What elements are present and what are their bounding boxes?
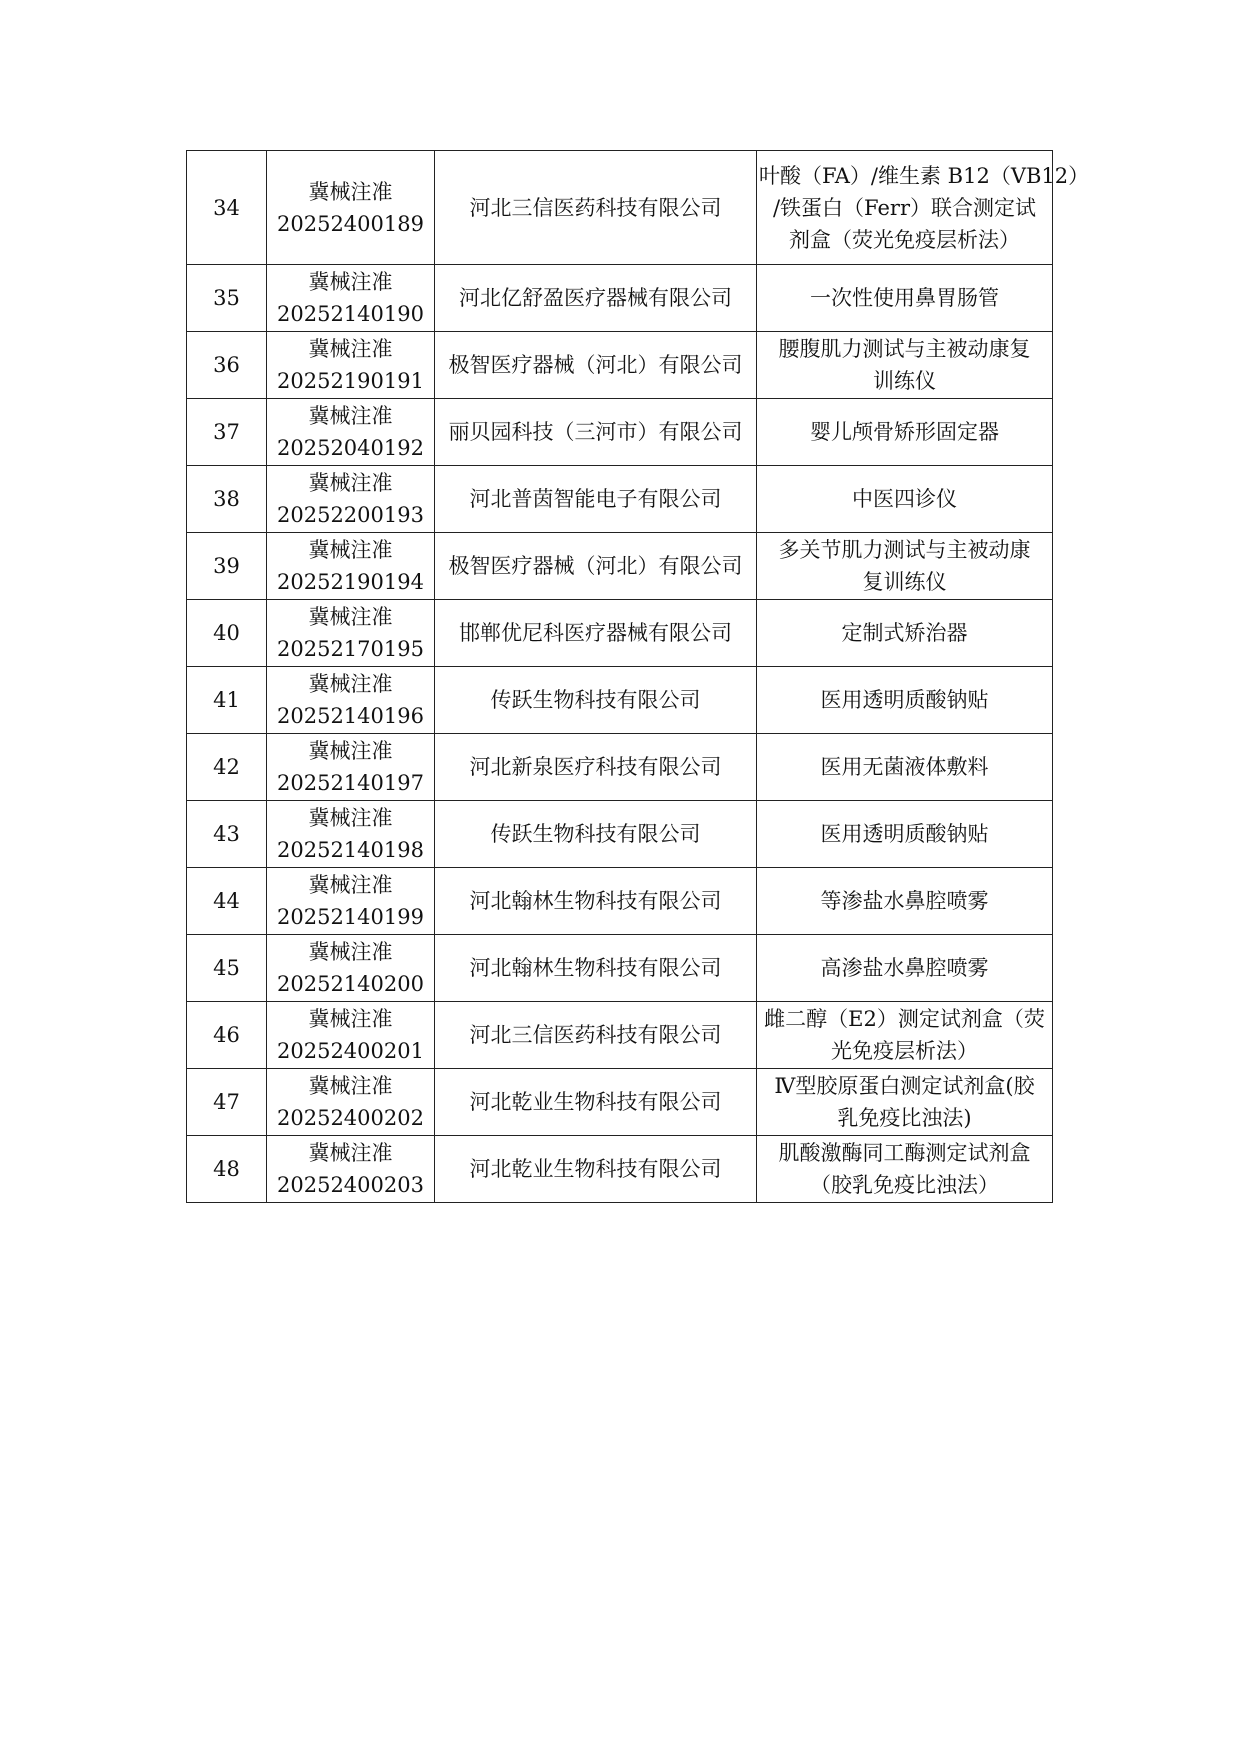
company-name: 传跃生物科技有限公司	[435, 801, 757, 868]
registration-number: 20252140196	[277, 704, 424, 728]
company-name: 邯郸优尼科医疗器械有限公司	[435, 600, 757, 667]
registration-table	[186, 150, 1090, 1203]
registration-number-cell	[267, 600, 435, 667]
registration-number: 20252400202	[277, 1106, 424, 1130]
company-name: 极智医疗器械（河北）有限公司	[435, 533, 757, 600]
company-name: 河北乾业生物科技有限公司	[435, 1069, 757, 1136]
table-row	[187, 1136, 1053, 1203]
product-name-cell	[757, 265, 1053, 332]
registration-number-cell	[267, 533, 435, 600]
registration-prefix: 冀械注准	[308, 1141, 393, 1165]
registration-number-cell	[267, 1069, 435, 1136]
company-name: 河北三信医药科技有限公司	[435, 1002, 757, 1069]
product-name-cell	[757, 332, 1053, 399]
product-name-cell	[757, 734, 1053, 801]
registration-number-cell	[267, 265, 435, 332]
table-row	[187, 667, 1053, 734]
registration-number-cell	[267, 466, 435, 533]
registration-number: 20252170195	[277, 637, 424, 661]
registration-number-cell	[267, 801, 435, 868]
product-name-cell	[757, 600, 1053, 667]
company-name: 河北新泉医疗科技有限公司	[435, 734, 757, 801]
row-number: 42	[187, 734, 267, 801]
product-name-cell	[757, 1002, 1053, 1069]
product-name-line: 等渗盐水鼻腔喷雾	[820, 889, 989, 913]
registration-number-cell	[267, 734, 435, 801]
table-row	[187, 935, 1053, 1002]
registration-prefix: 冀械注准	[308, 605, 393, 629]
registration-number: 20252190194	[277, 570, 424, 594]
company-name: 河北普茵智能电子有限公司	[435, 466, 757, 533]
product-name-line: 医用无菌液体敷料	[820, 755, 989, 779]
product-name-line: /铁蛋白（Ferr）联合测定试	[772, 195, 1036, 220]
product-name-line: 肌酸激酶同工酶测定试剂盒	[778, 1141, 1031, 1165]
registration-prefix: 冀械注准	[308, 179, 393, 204]
registration-prefix: 冀械注准	[308, 739, 393, 763]
product-name-line: 多关节肌力测试与主被动康	[778, 538, 1031, 562]
product-name-cell	[757, 533, 1053, 600]
product-name-line: 腰腹肌力测试与主被动康复	[778, 337, 1031, 361]
row-number: 47	[187, 1069, 267, 1136]
row-number: 39	[187, 533, 267, 600]
product-name-cell	[757, 1069, 1053, 1136]
registration-number-cell	[267, 868, 435, 935]
company-name: 河北亿舒盈医疗器械有限公司	[435, 265, 757, 332]
row-number: 45	[187, 935, 267, 1002]
registration-number: 20252400189	[277, 211, 424, 236]
registration-number: 20252040192	[277, 436, 424, 460]
product-name-line: 婴儿颅骨矫形固定器	[810, 420, 999, 444]
product-name-line: 医用透明质酸钠贴	[820, 822, 989, 846]
row-number: 37	[187, 399, 267, 466]
table-row	[187, 533, 1053, 600]
table-row	[187, 399, 1053, 466]
product-name-cell	[757, 801, 1053, 868]
product-name-cell	[757, 399, 1053, 466]
registration-prefix: 冀械注准	[308, 337, 393, 361]
product-name-cell	[757, 151, 1090, 265]
table-row	[187, 801, 1053, 868]
registration-number: 20252140199	[277, 905, 424, 929]
registration-number-cell	[267, 399, 435, 466]
table-row	[187, 151, 1053, 265]
product-name-line: 定制式矫治器	[841, 621, 968, 645]
product-name-line: 复训练仪	[862, 570, 947, 594]
product-name-cell	[757, 868, 1053, 935]
table-row	[187, 1069, 1053, 1136]
registration-prefix: 冀械注准	[308, 806, 393, 830]
row-number: 34	[187, 151, 267, 265]
registration-number: 20252140190	[277, 302, 424, 326]
product-name-cell	[757, 667, 1053, 734]
registration-prefix: 冀械注准	[308, 873, 393, 897]
registration-number: 20252140200	[277, 972, 424, 996]
registration-number-cell	[267, 667, 435, 734]
registration-number-cell	[267, 1136, 435, 1203]
company-name: 河北乾业生物科技有限公司	[435, 1136, 757, 1203]
table-row	[187, 600, 1053, 667]
product-name-line: 光免疫层析法）	[831, 1039, 978, 1063]
table-row	[187, 868, 1053, 935]
table-body	[187, 151, 1090, 1203]
table-row	[187, 734, 1053, 801]
product-name-line: （胶乳免疫比浊法）	[810, 1173, 999, 1197]
product-name-line: 剂盒（荧光免疫层析法）	[789, 227, 1020, 252]
company-name: 丽贝园科技（三河市）有限公司	[435, 399, 757, 466]
table-row	[187, 466, 1053, 533]
registration-number: 20252200193	[277, 503, 424, 527]
row-number: 43	[187, 801, 267, 868]
row-number: 36	[187, 332, 267, 399]
registration-number-cell	[267, 935, 435, 1002]
registration-number-cell	[267, 1002, 435, 1069]
product-name-cell	[757, 935, 1053, 1002]
table-row	[187, 332, 1053, 399]
company-name: 极智医疗器械（河北）有限公司	[435, 332, 757, 399]
registration-number: 20252400201	[277, 1039, 424, 1063]
row-number: 44	[187, 868, 267, 935]
registration-prefix: 冀械注准	[308, 1007, 393, 1031]
registration-number: 20252140198	[277, 838, 424, 862]
registration-prefix: 冀械注准	[308, 538, 393, 562]
company-name: 传跃生物科技有限公司	[435, 667, 757, 734]
product-name-line: Ⅳ型胶原蛋白测定试剂盒(胶	[774, 1074, 1035, 1098]
registration-number: 20252400203	[277, 1173, 424, 1197]
product-name-line: 雌二醇（E2）测定试剂盒（荧	[764, 1007, 1045, 1031]
row-number: 46	[187, 1002, 267, 1069]
row-number: 41	[187, 667, 267, 734]
product-name-line: 叶酸（FA）/维生素 B12（VB12）	[759, 163, 1090, 188]
product-name-line: 乳免疫比浊法)	[837, 1106, 972, 1130]
company-name: 河北三信医药科技有限公司	[435, 151, 757, 265]
row-number: 48	[187, 1136, 267, 1203]
company-name: 河北翰林生物科技有限公司	[435, 868, 757, 935]
registration-number-cell	[267, 332, 435, 399]
row-number: 40	[187, 600, 267, 667]
registration-number-cell	[267, 151, 435, 265]
row-number: 35	[187, 265, 267, 332]
registration-prefix: 冀械注准	[308, 471, 393, 495]
registration-prefix: 冀械注准	[308, 1074, 393, 1098]
registration-prefix: 冀械注准	[308, 270, 393, 294]
registration-prefix: 冀械注准	[308, 404, 393, 428]
product-name-cell	[757, 1136, 1053, 1203]
registration-prefix: 冀械注准	[308, 672, 393, 696]
registration-number: 20252190191	[277, 369, 424, 393]
registration-prefix: 冀械注准	[308, 940, 393, 964]
registration-number: 20252140197	[277, 771, 424, 795]
product-name-cell	[757, 466, 1053, 533]
row-number: 38	[187, 466, 267, 533]
table-row	[187, 265, 1053, 332]
company-name: 河北翰林生物科技有限公司	[435, 935, 757, 1002]
product-name-line: 医用透明质酸钠贴	[820, 688, 989, 712]
product-name-line: 一次性使用鼻胃肠管	[810, 286, 999, 310]
product-name-line: 中医四诊仪	[852, 487, 957, 511]
table-row	[187, 1002, 1053, 1069]
product-name-line: 训练仪	[873, 369, 936, 393]
product-name-line: 高渗盐水鼻腔喷雾	[820, 956, 989, 980]
